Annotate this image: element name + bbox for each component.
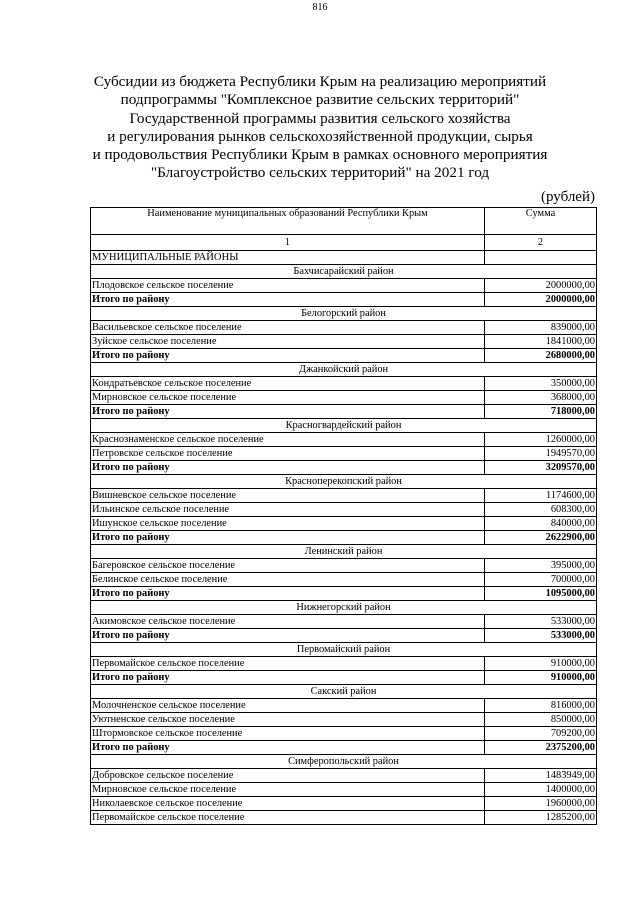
settlement-name: Первомайское сельское поселение bbox=[91, 811, 485, 825]
column-number: 2 bbox=[485, 235, 597, 251]
table-row bbox=[91, 391, 597, 405]
total-label: Итого по району bbox=[91, 587, 485, 601]
settlement-sum: 350000,00 bbox=[485, 377, 597, 391]
total-label: Итого по району bbox=[91, 671, 485, 685]
district-name: Джанкойский район bbox=[91, 363, 597, 377]
table-header-row bbox=[91, 208, 597, 235]
district-header-row bbox=[91, 265, 597, 279]
page-number: 816 bbox=[312, 2, 328, 13]
district-name: Бахчисарайский район bbox=[91, 265, 597, 279]
settlement-name: Уютненское сельское поселение bbox=[91, 713, 485, 727]
table-row bbox=[91, 335, 597, 349]
settlement-sum: 1174600,00 bbox=[485, 489, 597, 503]
settlement-sum: 1400000,00 bbox=[485, 783, 597, 797]
district-total-sum: 2000000,00 bbox=[485, 293, 597, 307]
settlement-sum: 910000,00 bbox=[485, 657, 597, 671]
district-total-sum: 1095000,00 bbox=[485, 587, 597, 601]
table-row bbox=[91, 783, 597, 797]
section-empty-cell bbox=[485, 251, 597, 265]
settlement-sum: 395000,00 bbox=[485, 559, 597, 573]
settlement-sum: 608300,00 bbox=[485, 503, 597, 517]
district-total-row bbox=[91, 587, 597, 601]
title-line: Государственной программы развития сельского хозяйства bbox=[129, 109, 511, 127]
district-total-row bbox=[91, 741, 597, 755]
table-row bbox=[91, 489, 597, 503]
table-row bbox=[91, 797, 597, 811]
district-name: Ленинский район bbox=[91, 545, 597, 559]
settlement-sum: 1841000,00 bbox=[485, 335, 597, 349]
title-line: подпрограммы "Комплексное развитие сельских территорий" bbox=[120, 91, 520, 109]
title-line: "Благоустройство сельских территорий" на 2021 год bbox=[150, 164, 490, 182]
district-header-row bbox=[91, 601, 597, 615]
settlement-name: Николаевское сельское поселение bbox=[91, 797, 485, 811]
district-total-row bbox=[91, 349, 597, 363]
settlement-name: Петровское сельское поселение bbox=[91, 447, 485, 461]
settlement-name: Васильевское сельское поселение bbox=[91, 321, 485, 335]
settlement-sum: 816000,00 bbox=[485, 699, 597, 713]
table-row bbox=[91, 517, 597, 531]
table-row bbox=[91, 377, 597, 391]
settlement-sum: 1285200,00 bbox=[485, 811, 597, 825]
district-total-sum: 910000,00 bbox=[485, 671, 597, 685]
title-line: и регулирования рынков сельскохозяйственной продукции, сырья bbox=[107, 127, 533, 145]
settlement-sum: 850000,00 bbox=[485, 713, 597, 727]
table-row bbox=[91, 713, 597, 727]
settlement-name: Первомайское сельское поселение bbox=[91, 657, 485, 671]
settlement-sum: 709200,00 bbox=[485, 727, 597, 741]
table-row bbox=[91, 657, 597, 671]
settlement-name: Штормовское сельское поселение bbox=[91, 727, 485, 741]
district-name: Симферопольский район bbox=[91, 755, 597, 769]
column-number: 1 bbox=[91, 235, 485, 251]
units-label: (рублей) bbox=[540, 189, 595, 205]
table-row bbox=[91, 503, 597, 517]
district-name: Красноперекопский район bbox=[91, 475, 597, 489]
total-label: Итого по району bbox=[91, 349, 485, 363]
settlement-name: Белинское сельское поселение bbox=[91, 573, 485, 587]
settlement-name: Плодовское сельское поселение bbox=[91, 279, 485, 293]
table-row bbox=[91, 769, 597, 783]
district-total-row bbox=[91, 293, 597, 307]
title-line: Субсидии из бюджета Республики Крым на реализацию мероприятий bbox=[93, 73, 547, 90]
settlement-name: Мирновское сельское поселение bbox=[91, 391, 485, 405]
settlement-name: Зуйское сельское поселение bbox=[91, 335, 485, 349]
settlement-name: Вишневское сельское поселение bbox=[91, 489, 485, 503]
settlement-name: Краснознаменское сельское поселение bbox=[91, 433, 485, 447]
district-total-row bbox=[91, 531, 597, 545]
column-header-sum: Сумма bbox=[485, 208, 597, 235]
section-title: МУНИЦИПАЛЬНЫЕ РАЙОНЫ bbox=[91, 251, 485, 265]
settlement-sum: 1483949,00 bbox=[485, 769, 597, 783]
settlement-name: Молочненское сельское поселение bbox=[91, 699, 485, 713]
column-header-name: Наименование муниципальных образований Республики Крым bbox=[91, 208, 485, 235]
settlement-name: Добровское сельское поселение bbox=[91, 769, 485, 783]
district-header-row bbox=[91, 685, 597, 699]
settlement-name: Кондратьевское сельское поселение bbox=[91, 377, 485, 391]
total-label: Итого по району bbox=[91, 741, 485, 755]
settlement-name: Ишунское сельское поселение bbox=[91, 517, 485, 531]
district-total-sum: 2622900,00 bbox=[485, 531, 597, 545]
settlement-name: Акимовское сельское поселение bbox=[91, 615, 485, 629]
settlement-sum: 700000,00 bbox=[485, 573, 597, 587]
settlement-name: Багеровское сельское поселение bbox=[91, 559, 485, 573]
table-row bbox=[91, 699, 597, 713]
district-header-row bbox=[91, 363, 597, 377]
total-label: Итого по району bbox=[91, 629, 485, 643]
total-label: Итого по району bbox=[91, 531, 485, 545]
table-row bbox=[91, 573, 597, 587]
district-header-row bbox=[91, 307, 597, 321]
settlement-name: Ильинское сельское поселение bbox=[91, 503, 485, 517]
section-row bbox=[91, 251, 597, 265]
district-total-sum: 2375200,00 bbox=[485, 741, 597, 755]
district-header-row bbox=[91, 643, 597, 657]
district-total-row bbox=[91, 671, 597, 685]
column-numbering-row bbox=[91, 235, 597, 251]
settlement-sum: 839000,00 bbox=[485, 321, 597, 335]
settlement-sum: 368000,00 bbox=[485, 391, 597, 405]
document-title bbox=[60, 73, 580, 183]
settlement-sum: 840000,00 bbox=[485, 517, 597, 531]
district-name: Сакский район bbox=[91, 685, 597, 699]
settlement-sum: 1260000,00 bbox=[485, 433, 597, 447]
district-name: Красногвардейский район bbox=[91, 419, 597, 433]
settlement-sum: 1949570,00 bbox=[485, 447, 597, 461]
district-name: Белогорский район bbox=[91, 307, 597, 321]
settlement-name: Мирновское сельское поселение bbox=[91, 783, 485, 797]
district-total-row bbox=[91, 405, 597, 419]
subsidy-table bbox=[90, 207, 597, 825]
district-header-row bbox=[91, 475, 597, 489]
district-total-sum: 533000,00 bbox=[485, 629, 597, 643]
district-total-sum: 718000,00 bbox=[485, 405, 597, 419]
total-label: Итого по району bbox=[91, 293, 485, 307]
district-header-row bbox=[91, 419, 597, 433]
district-total-sum: 3209570,00 bbox=[485, 461, 597, 475]
district-name: Нижнегорский район bbox=[91, 601, 597, 615]
district-total-row bbox=[91, 461, 597, 475]
table-row bbox=[91, 727, 597, 741]
title-line: и продовольствия Республики Крым в рамках основного мероприятия bbox=[92, 146, 548, 164]
district-total-sum: 2680000,00 bbox=[485, 349, 597, 363]
table-row bbox=[91, 433, 597, 447]
table-row bbox=[91, 615, 597, 629]
total-label: Итого по району bbox=[91, 461, 485, 475]
total-label: Итого по району bbox=[91, 405, 485, 419]
table-row bbox=[91, 279, 597, 293]
settlement-sum: 2000000,00 bbox=[485, 279, 597, 293]
table-row bbox=[91, 447, 597, 461]
district-total-row bbox=[91, 629, 597, 643]
district-header-row bbox=[91, 545, 597, 559]
settlement-sum: 1960000,00 bbox=[485, 797, 597, 811]
district-name: Первомайский район bbox=[91, 643, 597, 657]
district-header-row bbox=[91, 755, 597, 769]
settlement-sum: 533000,00 bbox=[485, 615, 597, 629]
table-row bbox=[91, 321, 597, 335]
table-row bbox=[91, 559, 597, 573]
table-row bbox=[91, 811, 597, 825]
